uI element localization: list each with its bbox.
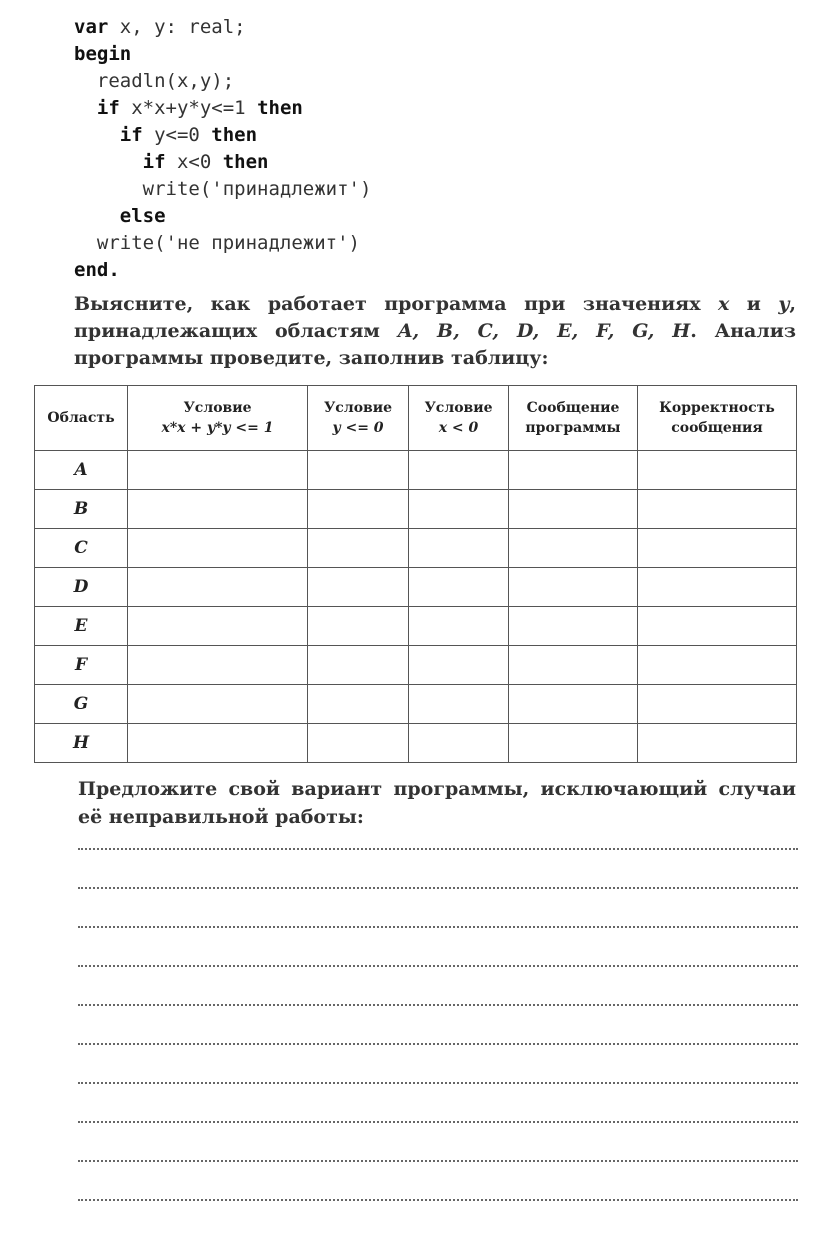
table-row [35, 490, 797, 529]
area-cell: G [35, 685, 128, 724]
area-cell: B [35, 490, 128, 529]
code-line: var x, y: real; [74, 16, 246, 38]
answer-cell[interactable] [128, 724, 308, 763]
task-text: Выясните, как работает программа при значениях x и y, принадлежащих областям A, B, C, D, E, F, G, H. Анализ программы проведите, заполнив таблицу: [74, 293, 796, 369]
table-header-row [35, 386, 797, 451]
answer-line[interactable] [78, 887, 798, 889]
answer-cell[interactable] [128, 568, 308, 607]
area-cell: H [35, 724, 128, 763]
header-condition-x: Условие x < 0 [409, 386, 509, 451]
answer-cell[interactable] [409, 568, 509, 607]
answer-cell[interactable] [409, 607, 509, 646]
code-line: if x*x+y*y<=1 then [96, 97, 303, 119]
code-line: else [119, 205, 166, 227]
area-cell: A [35, 451, 128, 490]
answer-cell[interactable] [509, 607, 638, 646]
code-line: write('принадлежит') [142, 178, 372, 200]
answer-line[interactable] [78, 1199, 798, 1201]
answer-cell[interactable] [308, 568, 409, 607]
answer-cell[interactable] [409, 685, 509, 724]
answer-cell[interactable] [638, 724, 797, 763]
answer-cell[interactable] [509, 529, 638, 568]
answer-cell[interactable] [409, 451, 509, 490]
area-cell: D [35, 568, 128, 607]
answer-cell[interactable] [128, 490, 308, 529]
answer-line[interactable] [78, 1043, 798, 1045]
suggest-text: Предложите свой вариант программы, исключающий случаи её неправильной работы: [78, 778, 796, 828]
code-listing [74, 14, 371, 284]
code-line: if x<0 then [142, 151, 269, 173]
analysis-table [34, 385, 797, 763]
code-line: if y<=0 then [119, 124, 258, 146]
keyword: var [74, 16, 109, 38]
answer-cell[interactable] [509, 685, 638, 724]
answer-cell[interactable] [308, 607, 409, 646]
answer-cell[interactable] [509, 646, 638, 685]
answer-cell[interactable] [409, 529, 509, 568]
answer-cell[interactable] [128, 646, 308, 685]
answer-cell[interactable] [308, 724, 409, 763]
header-message: Сообщение программы [509, 386, 638, 451]
answer-cell[interactable] [509, 724, 638, 763]
code-line: end. [74, 259, 120, 281]
table-row [35, 646, 797, 685]
table-row [35, 451, 797, 490]
answer-cell[interactable] [509, 490, 638, 529]
answer-cell[interactable] [128, 685, 308, 724]
area-cell: E [35, 607, 128, 646]
answer-cell[interactable] [308, 451, 409, 490]
answer-line[interactable] [78, 926, 798, 928]
header-area: Область [35, 386, 128, 451]
answer-cell[interactable] [409, 724, 509, 763]
answer-cell[interactable] [308, 646, 409, 685]
code-line: write('не принадлежит') [96, 232, 360, 254]
answer-cell[interactable] [638, 529, 797, 568]
answer-cell[interactable] [509, 568, 638, 607]
area-cell: F [35, 646, 128, 685]
answer-cell[interactable] [128, 529, 308, 568]
answer-cell[interactable] [509, 451, 638, 490]
answer-cell[interactable] [308, 529, 409, 568]
answer-cell[interactable] [638, 490, 797, 529]
table-row [35, 568, 797, 607]
answer-cell[interactable] [128, 607, 308, 646]
table-row [35, 724, 797, 763]
header-correctness: Корректность сообщения [638, 386, 797, 451]
answer-cell[interactable] [638, 646, 797, 685]
code-line [74, 41, 371, 68]
answer-cell[interactable] [638, 451, 797, 490]
answer-cell[interactable] [638, 685, 797, 724]
answer-cell[interactable] [128, 451, 308, 490]
answer-cell[interactable] [308, 685, 409, 724]
answer-line[interactable] [78, 1121, 798, 1123]
answer-cell[interactable] [409, 646, 509, 685]
answer-cell[interactable] [409, 490, 509, 529]
keyword: begin [74, 43, 132, 65]
answer-line[interactable] [78, 848, 798, 850]
answer-line[interactable] [78, 965, 798, 967]
answer-cell[interactable] [638, 568, 797, 607]
table-row [35, 685, 797, 724]
header-condition-y: Условие y <= 0 [308, 386, 409, 451]
area-cell: C [35, 529, 128, 568]
answer-line[interactable] [78, 1004, 798, 1006]
header-condition-circle: Условие x*x + y*y <= 1 [128, 386, 308, 451]
table-row [35, 529, 797, 568]
answer-cell[interactable] [638, 607, 797, 646]
answer-line[interactable] [78, 1082, 798, 1084]
table-row [35, 607, 797, 646]
answer-line[interactable] [78, 1160, 798, 1162]
code-line: readln(x,y); [96, 70, 235, 92]
answer-cell[interactable] [308, 490, 409, 529]
